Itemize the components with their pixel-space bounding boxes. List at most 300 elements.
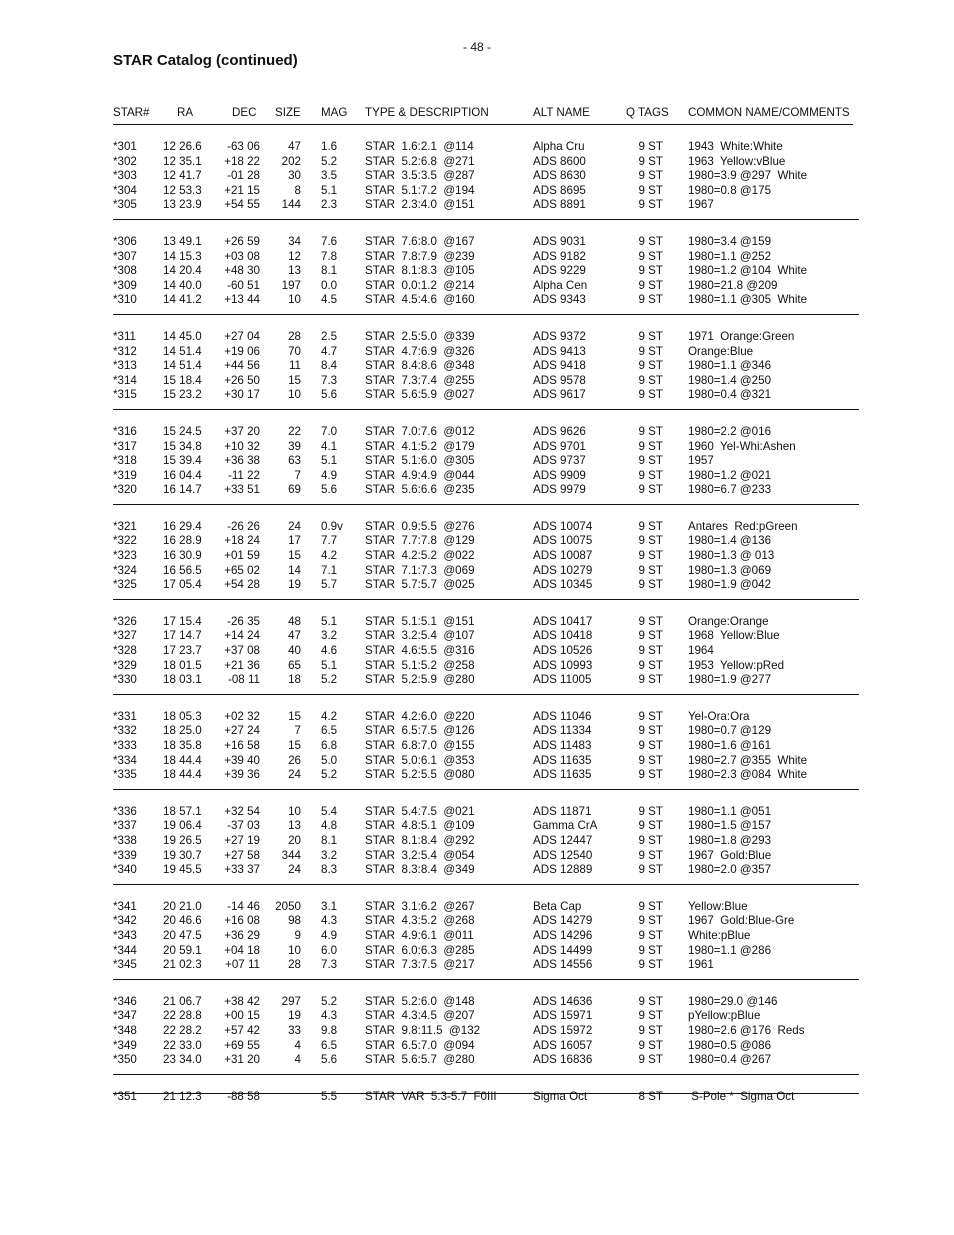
q-tags-cell: 9 ST: [638, 753, 663, 767]
common-name-cell: 1980=3.9 @297 White: [688, 169, 808, 183]
size-cell: 12: [288, 249, 301, 263]
ra-cell: 18 44.4: [163, 768, 202, 782]
mag-cell: 7.3: [321, 373, 338, 387]
ra-cell: 16 14.7: [163, 483, 202, 497]
header-alt-name: ALT NAME: [533, 106, 590, 119]
header-star-number: STAR#: [113, 106, 150, 119]
q-tags-cell: 9 ST: [638, 768, 663, 782]
mag-cell: 2.5: [321, 329, 338, 343]
type-description-cell: STAR 6.5:7.0 @094: [365, 1038, 475, 1052]
size-cell: 24: [288, 519, 301, 533]
dec-cell: +16 58: [224, 739, 260, 752]
type-description-cell: STAR 4.3:5.2 @268: [365, 914, 475, 928]
common-name-cell: 1980=29.0 @146: [688, 994, 778, 1008]
ra-cell: 17 15.4: [163, 614, 202, 628]
q-tags-cell: 9 ST: [638, 994, 663, 1008]
mag-cell: 5.5: [321, 1089, 338, 1103]
table-row: [113, 534, 859, 549]
q-tags-cell: 9 ST: [638, 1009, 663, 1023]
q-tags-cell: 9 ST: [638, 293, 663, 307]
type-description-cell: STAR 3.2:5.4 @107: [365, 629, 475, 643]
ra-cell: 20 21.0: [163, 899, 202, 913]
size-cell: 10: [288, 388, 301, 402]
alt-name-cell: ADS 9626: [533, 424, 586, 438]
ra-cell: 15 24.5: [163, 424, 202, 438]
size-cell: 34: [288, 234, 301, 248]
alt-name-cell: ADS 8630: [533, 169, 586, 183]
dec-cell: +27 58: [224, 848, 260, 862]
common-name-cell: 1980=21.8 @209: [688, 278, 778, 292]
size-cell: 9: [294, 928, 301, 942]
ra-cell: 16 30.9: [163, 549, 202, 563]
ra-cell: 21 12.3: [163, 1089, 202, 1103]
ra-cell: 18 44.4: [163, 753, 202, 767]
type-description-cell: STAR 4.9:4.9 @044: [365, 468, 475, 482]
ra-cell: 17 05.4: [163, 578, 202, 592]
alt-name-cell: Gamma CrA: [533, 819, 598, 833]
q-tags-cell: 9 ST: [638, 563, 663, 577]
q-tags-cell: 9 ST: [638, 234, 663, 248]
common-name-cell: Yellow:Blue: [688, 899, 748, 913]
common-name-cell: 1980=2.0 @357: [688, 863, 772, 877]
common-name-cell: pYellow:pBlue: [688, 1009, 761, 1023]
common-name-cell: 1980=1.4 @250: [688, 373, 772, 387]
table-row: [113, 279, 859, 294]
size-cell: 19: [288, 1009, 301, 1023]
star-number: *312: [113, 344, 137, 358]
common-name-cell: 1980=1.1 @051: [688, 804, 772, 818]
size-cell: 28: [288, 329, 301, 343]
mag-cell: 5.4: [321, 804, 338, 818]
common-name-cell: 1961: [688, 958, 714, 972]
dec-cell: +27 19: [224, 833, 260, 847]
common-name-cell: 1980=0.5 @086: [688, 1038, 772, 1052]
type-description-cell: STAR 5.1:5.2 @258: [365, 658, 475, 672]
star-number: *310: [113, 293, 137, 307]
mag-cell: 6.8: [321, 739, 338, 752]
table-group: [113, 220, 859, 315]
star-number: *329: [113, 658, 137, 672]
common-name-cell: 1960 Yel-Whi:Ashen: [688, 439, 796, 453]
size-cell: 47: [288, 140, 301, 153]
header-ra: RA: [177, 106, 194, 119]
q-tags-cell: 9 ST: [638, 644, 663, 658]
q-tags-cell: 9 ST: [638, 249, 663, 263]
table-group: [113, 695, 859, 790]
alt-name-cell: ADS 12889: [533, 863, 593, 877]
table-row: [113, 345, 859, 360]
common-name-cell: 1980=1.1 @305 White: [688, 293, 808, 307]
table-row: [113, 520, 859, 535]
ra-cell: 20 47.5: [163, 928, 202, 942]
alt-name-cell: ADS 12447: [533, 833, 593, 847]
size-cell: 13: [288, 264, 301, 278]
mag-cell: 8.3: [321, 863, 338, 877]
table-row: [113, 929, 859, 944]
type-description-cell: STAR 3.1:6.2 @267: [365, 899, 475, 913]
type-description-cell: STAR 8.1:8.3 @105: [365, 264, 475, 278]
ra-cell: 18 57.1: [163, 804, 202, 818]
table-row: [113, 900, 859, 915]
q-tags-cell: 9 ST: [638, 373, 663, 387]
table-row: [113, 863, 859, 878]
star-number: *321: [113, 519, 137, 533]
alt-name-cell: ADS 9578: [533, 373, 586, 387]
size-cell: 18: [288, 673, 301, 687]
table-row: [113, 359, 859, 374]
header-common-name: COMMON NAME/COMMENTS: [688, 106, 850, 119]
type-description-cell: STAR 4.1:5.2 @179: [365, 439, 475, 453]
mag-cell: 6.5: [321, 724, 338, 738]
q-tags-cell: 9 ST: [638, 724, 663, 738]
dec-cell: +07 11: [225, 958, 260, 972]
mag-cell: 5.6: [321, 388, 338, 402]
common-name-cell: 1980=1.3 @069: [688, 563, 772, 577]
star-number: *338: [113, 833, 137, 847]
mag-cell: 4.5: [321, 293, 338, 307]
ra-cell: 17 14.7: [163, 629, 202, 643]
common-name-cell: 1968 Yellow:Blue: [688, 629, 780, 643]
table-row: [113, 1024, 859, 1039]
table-row: [113, 169, 859, 184]
size-cell: 14: [288, 563, 301, 577]
dec-cell: +48 30: [224, 264, 260, 278]
page-title: STAR Catalog (continued): [113, 52, 298, 69]
table-row: [113, 739, 859, 754]
size-cell: 22: [288, 424, 301, 438]
q-tags-cell: 9 ST: [638, 329, 663, 343]
dec-cell: +54 28: [224, 578, 260, 592]
dec-cell: -01 28: [227, 169, 260, 183]
common-name-cell: 1980=3.4 @159: [688, 234, 772, 248]
type-description-cell: STAR 6.8:7.0 @155: [365, 739, 475, 752]
size-cell: 98: [288, 914, 301, 928]
table-row: [113, 374, 859, 389]
star-number: *303: [113, 169, 137, 183]
type-description-cell: STAR 3.5:3.5 @287: [365, 169, 475, 183]
type-description-cell: STAR 7.6:8.0 @167: [365, 234, 475, 248]
size-cell: 19: [288, 578, 301, 592]
star-number: *304: [113, 183, 137, 197]
dec-cell: -26 35: [227, 614, 260, 628]
q-tags-cell: 9 ST: [638, 388, 663, 402]
ra-cell: 21 06.7: [163, 994, 202, 1008]
common-name-cell: 1971 Orange:Green: [688, 329, 795, 343]
mag-cell: 4.2: [321, 709, 338, 723]
size-cell: 2050: [275, 899, 301, 913]
star-number: *347: [113, 1009, 137, 1023]
q-tags-cell: 9 ST: [638, 439, 663, 453]
alt-name-cell: ADS 9909: [533, 468, 586, 482]
dec-cell: +27 24: [224, 724, 260, 738]
alt-name-cell: ADS 8891: [533, 198, 586, 212]
header-size: SIZE: [275, 106, 301, 119]
dec-cell: +21 36: [224, 658, 260, 672]
ra-cell: 18 03.1: [163, 673, 202, 687]
alt-name-cell: ADS 10075: [533, 534, 593, 548]
common-name-cell: 1967 Gold:Blue: [688, 848, 772, 862]
q-tags-cell: 9 ST: [638, 483, 663, 497]
dec-cell: -88 58: [227, 1089, 260, 1103]
common-name-cell: 1980=2.2 @016: [688, 424, 772, 438]
size-cell: 297: [281, 994, 301, 1008]
alt-name-cell: ADS 10526: [533, 644, 593, 658]
alt-name-cell: ADS 12540: [533, 848, 593, 862]
star-number: *327: [113, 629, 137, 643]
q-tags-cell: 9 ST: [638, 819, 663, 833]
ra-cell: 16 28.9: [163, 534, 202, 548]
dec-cell: +57 42: [224, 1023, 260, 1037]
star-number: *315: [113, 388, 137, 402]
table-row: [113, 710, 859, 725]
alt-name-cell: Alpha Cen: [533, 278, 588, 292]
dec-cell: +14 24: [224, 629, 260, 643]
mag-cell: 9.8: [321, 1023, 338, 1037]
mag-cell: 1.6: [321, 140, 338, 153]
common-name-cell: 1980=2.7 @355 White: [688, 753, 808, 767]
dec-cell: -14 46: [227, 899, 260, 913]
table-row: [113, 644, 859, 659]
table-row: [113, 564, 859, 579]
type-description-cell: STAR 8.1:8.4 @292: [365, 833, 475, 847]
dec-cell: +03 08: [224, 249, 260, 263]
dec-cell: +33 37: [224, 863, 260, 877]
ra-cell: 12 35.1: [163, 154, 202, 168]
size-cell: 26: [288, 753, 301, 767]
alt-name-cell: ADS 16057: [533, 1038, 593, 1052]
star-number: *345: [113, 958, 137, 972]
mag-cell: 5.6: [321, 1053, 338, 1067]
star-number: *343: [113, 928, 137, 942]
table-row: [113, 388, 859, 403]
size-cell: 13: [288, 819, 301, 833]
common-name-cell: 1980=1.2 @021: [688, 468, 772, 482]
size-cell: 11: [288, 359, 301, 373]
table-row: [113, 834, 859, 849]
mag-cell: 7.1: [321, 563, 338, 577]
common-name-cell: 1980=1.4 @136: [688, 534, 772, 548]
type-description-cell: STAR 4.5:4.6 @160: [365, 293, 475, 307]
q-tags-cell: 9 ST: [638, 264, 663, 278]
table-row: [113, 578, 859, 593]
common-name-cell: Yel-Ora:Ora: [688, 709, 750, 723]
alt-name-cell: ADS 9617: [533, 388, 586, 402]
common-name-cell: 1957: [688, 454, 714, 468]
size-cell: 10: [288, 943, 301, 957]
alt-name-cell: ADS 10993: [533, 658, 593, 672]
alt-name-cell: ADS 8695: [533, 183, 586, 197]
type-description-cell: STAR 5.6:5.7 @280: [365, 1053, 475, 1067]
size-cell: 197: [281, 278, 301, 292]
star-number: *308: [113, 264, 137, 278]
common-name-cell: 1964: [688, 644, 714, 658]
ra-cell: 12 26.6: [163, 140, 202, 153]
alt-name-cell: ADS 10279: [533, 563, 593, 577]
size-cell: 65: [288, 658, 301, 672]
q-tags-cell: 9 ST: [638, 140, 663, 153]
star-number: *302: [113, 154, 137, 168]
q-tags-cell: 9 ST: [638, 549, 663, 563]
star-number: *344: [113, 943, 137, 957]
common-name-cell: 1943 White:White: [688, 140, 783, 153]
ra-cell: 18 01.5: [163, 658, 202, 672]
common-name-cell: Orange:Blue: [688, 344, 754, 358]
ra-cell: 19 45.5: [163, 863, 202, 877]
mag-cell: 2.3: [321, 198, 338, 212]
table-row: [113, 768, 859, 783]
ra-cell: 16 29.4: [163, 519, 202, 533]
dec-cell: +44 56: [224, 359, 260, 373]
common-name-cell: 1967: [688, 198, 714, 212]
common-name-cell: 1980=1.8 @293: [688, 833, 772, 847]
size-cell: 40: [288, 644, 301, 658]
q-tags-cell: 9 ST: [638, 614, 663, 628]
q-tags-cell: 9 ST: [638, 943, 663, 957]
star-number: *335: [113, 768, 137, 782]
table-row: [113, 184, 859, 199]
size-cell: 70: [288, 344, 301, 358]
q-tags-cell: 9 ST: [638, 848, 663, 862]
star-number: *330: [113, 673, 137, 687]
star-number: *337: [113, 819, 137, 833]
mag-cell: 3.2: [321, 848, 338, 862]
q-tags-cell: 9 ST: [638, 899, 663, 913]
table-row: [113, 995, 859, 1010]
alt-name-cell: ADS 9979: [533, 483, 586, 497]
star-number: *316: [113, 424, 137, 438]
ra-cell: 18 35.8: [163, 739, 202, 752]
q-tags-cell: 9 ST: [638, 578, 663, 592]
mag-cell: 7.3: [321, 958, 338, 972]
table-row: [113, 958, 859, 973]
dec-cell: +37 20: [224, 424, 260, 438]
alt-name-cell: ADS 10074: [533, 519, 593, 533]
header-q-tags: Q TAGS: [626, 106, 669, 119]
type-description-cell: STAR 4.8:5.1 @109: [365, 819, 475, 833]
star-number: *342: [113, 914, 137, 928]
alt-name-cell: ADS 9737: [533, 454, 586, 468]
star-number: *346: [113, 994, 137, 1008]
mag-cell: 5.2: [321, 673, 338, 687]
star-number: *341: [113, 899, 137, 913]
ra-cell: 14 51.4: [163, 344, 202, 358]
q-tags-cell: 9 ST: [638, 1053, 663, 1067]
alt-name-cell: ADS 11046: [533, 709, 592, 723]
table-row: [113, 250, 859, 265]
q-tags-cell: 9 ST: [638, 344, 663, 358]
table-group: [113, 505, 859, 600]
star-number: *305: [113, 198, 137, 212]
size-cell: 344: [281, 848, 301, 862]
star-number: *307: [113, 249, 137, 263]
mag-cell: 4.9: [321, 928, 338, 942]
alt-name-cell: ADS 15972: [533, 1023, 593, 1037]
dec-cell: +18 24: [224, 534, 260, 548]
mag-cell: 5.7: [321, 578, 338, 592]
star-number: *351: [113, 1089, 137, 1103]
mag-cell: 4.3: [321, 1009, 338, 1023]
common-name-cell: 1980=0.4 @267: [688, 1053, 772, 1067]
ra-cell: 19 30.7: [163, 848, 202, 862]
ra-cell: 22 33.0: [163, 1038, 202, 1052]
size-cell: 10: [288, 293, 301, 307]
dec-cell: +39 40: [224, 753, 260, 767]
mag-cell: 8.4: [321, 359, 338, 373]
ra-cell: 14 20.4: [163, 264, 202, 278]
ra-cell: 14 15.3: [163, 249, 202, 263]
mag-cell: 4.6: [321, 644, 338, 658]
type-description-cell: STAR 4.2:6.0 @220: [365, 709, 475, 723]
table-header: [113, 106, 859, 122]
dec-cell: +13 44: [224, 293, 260, 307]
q-tags-cell: 9 ST: [638, 833, 663, 847]
ra-cell: 12 53.3: [163, 183, 202, 197]
star-number: *348: [113, 1023, 137, 1037]
dec-cell: -08 11: [227, 673, 260, 687]
alt-name-cell: ADS 14279: [533, 914, 593, 928]
size-cell: 7: [294, 724, 301, 738]
size-cell: 4: [294, 1038, 301, 1052]
dec-cell: +21 15: [224, 183, 260, 197]
size-cell: 4: [294, 1053, 301, 1067]
q-tags-cell: 9 ST: [638, 183, 663, 197]
table-row: [113, 1053, 859, 1068]
dec-cell: +32 54: [224, 804, 260, 818]
alt-name-cell: Sigma Oct: [533, 1089, 588, 1103]
alt-name-cell: ADS 9229: [533, 264, 586, 278]
ra-cell: 18 25.0: [163, 724, 202, 738]
table-row: [113, 483, 859, 498]
table-row: [113, 425, 859, 440]
type-description-cell: STAR 2.5:5.0 @339: [365, 329, 475, 343]
header-mag: MAG: [321, 106, 348, 119]
type-description-cell: STAR 7.3:7.4 @255: [365, 373, 475, 387]
dec-cell: +16 08: [224, 914, 260, 928]
table-row: [113, 198, 859, 213]
common-name-cell: White:pBlue: [688, 928, 751, 942]
alt-name-cell: ADS 16836: [533, 1053, 593, 1067]
type-description-cell: STAR 1.6:2.1 @114: [365, 140, 474, 153]
star-number: *331: [113, 709, 137, 723]
table-row: [113, 819, 859, 834]
table-group: [113, 885, 859, 980]
ra-cell: 19 26.5: [163, 833, 202, 847]
size-cell: 33: [288, 1023, 301, 1037]
star-number: *350: [113, 1053, 137, 1067]
alt-name-cell: ADS 10087: [533, 549, 593, 563]
ra-cell: 13 23.9: [163, 198, 202, 212]
dec-cell: +00 15: [224, 1009, 260, 1023]
common-name-cell: 1980=0.8 @175: [688, 183, 772, 197]
table-row: [113, 805, 859, 820]
table-row: [113, 440, 859, 455]
dec-cell: -60 51: [227, 278, 260, 292]
table-row: [113, 944, 859, 959]
alt-name-cell: ADS 9343: [533, 293, 586, 307]
dec-cell: +39 36: [224, 768, 260, 782]
size-cell: 144: [281, 198, 301, 212]
ra-cell: 12 41.7: [163, 169, 202, 183]
mag-cell: 7.0: [321, 424, 338, 438]
star-number: *320: [113, 483, 137, 497]
table-row: [113, 659, 859, 674]
type-description-cell: STAR 5.1:5.1 @151: [365, 614, 475, 628]
table-row: [113, 1009, 859, 1024]
type-description-cell: STAR 5.7:5.7 @025: [365, 578, 475, 592]
size-cell: 24: [288, 768, 301, 782]
mag-cell: 4.7: [321, 344, 338, 358]
alt-name-cell: ADS 9182: [533, 249, 586, 263]
